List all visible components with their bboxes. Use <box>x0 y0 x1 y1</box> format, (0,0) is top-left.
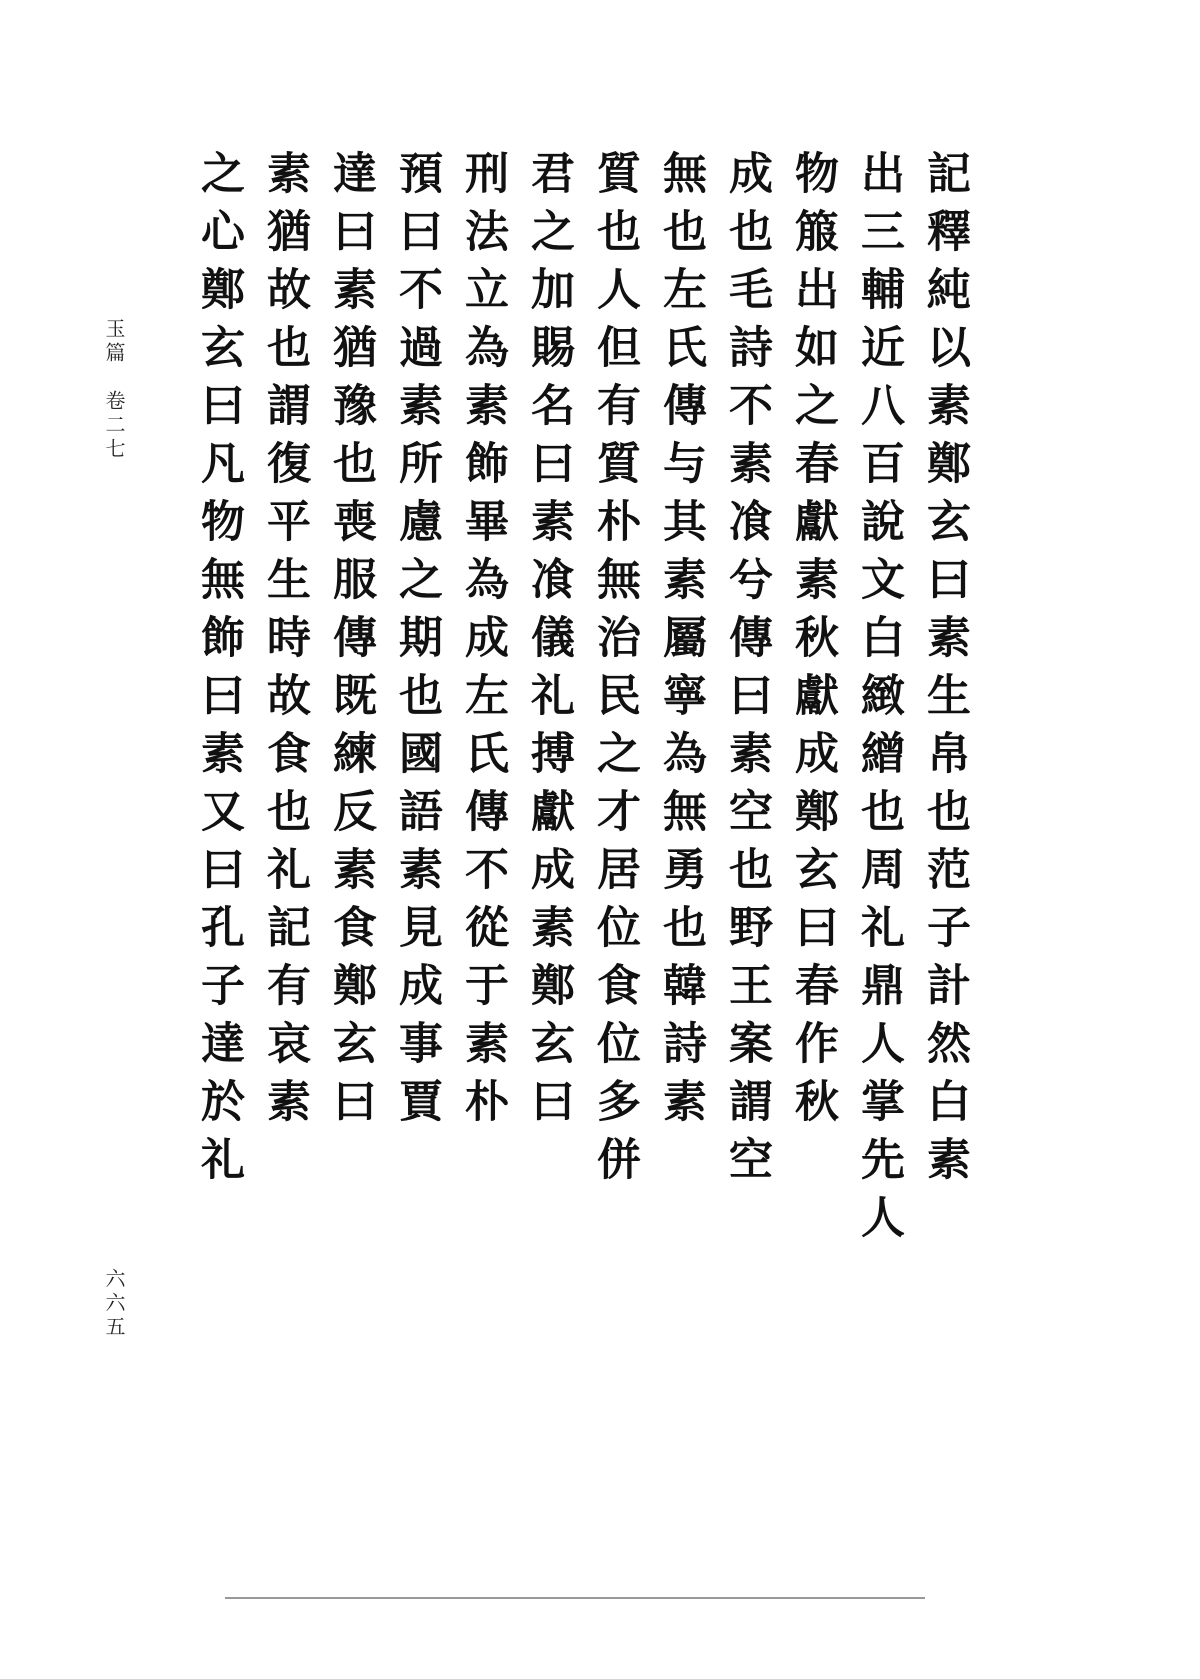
text-column-9: 預曰不過素所慮之期也國語素見成事賈 <box>391 150 442 1136</box>
margin-book-title: 玉篇 卷二七 <box>102 318 126 462</box>
text-column-3: 物箙出如之春獻素秋獻成鄭玄曰春作秋 <box>787 150 838 1136</box>
bottom-rule <box>225 1597 925 1599</box>
text-column-10: 達曰素猶豫也喪服傳既練反素食鄭玄曰 <box>325 150 376 1136</box>
text-column-8: 刑法立為素飾畢為成左氏傳不從于素朴 <box>457 150 508 1136</box>
text-column-7: 君之加賜名曰素飡儀礼搏獻成素鄭玄曰 <box>523 150 574 1136</box>
text-column-12: 之心鄭玄曰凡物無飾曰素又曰孔子達於礼 <box>193 150 244 1194</box>
main-text <box>175 150 975 1530</box>
text-column-2: 出三輔近八百說文白緻繒也周礼鼎人掌先人 <box>853 150 904 1252</box>
page-number: 六六五 <box>102 1268 126 1340</box>
text-column-11: 素猶故也謂復平生時故食也礼記有哀素 <box>259 150 310 1136</box>
text-column-4: 成也毛詩不素飡兮傳曰素空也野王案謂空 <box>721 150 772 1194</box>
text-column-5: 無也左氏傳与其素屬寧為無勇也韓詩素 <box>655 150 706 1136</box>
text-column-1: 記釋純以素鄭玄曰素生帛也范子計然白素 <box>919 150 970 1194</box>
text-column-6: 質也人但有質朴無治民之才居位食位多併 <box>589 150 640 1194</box>
